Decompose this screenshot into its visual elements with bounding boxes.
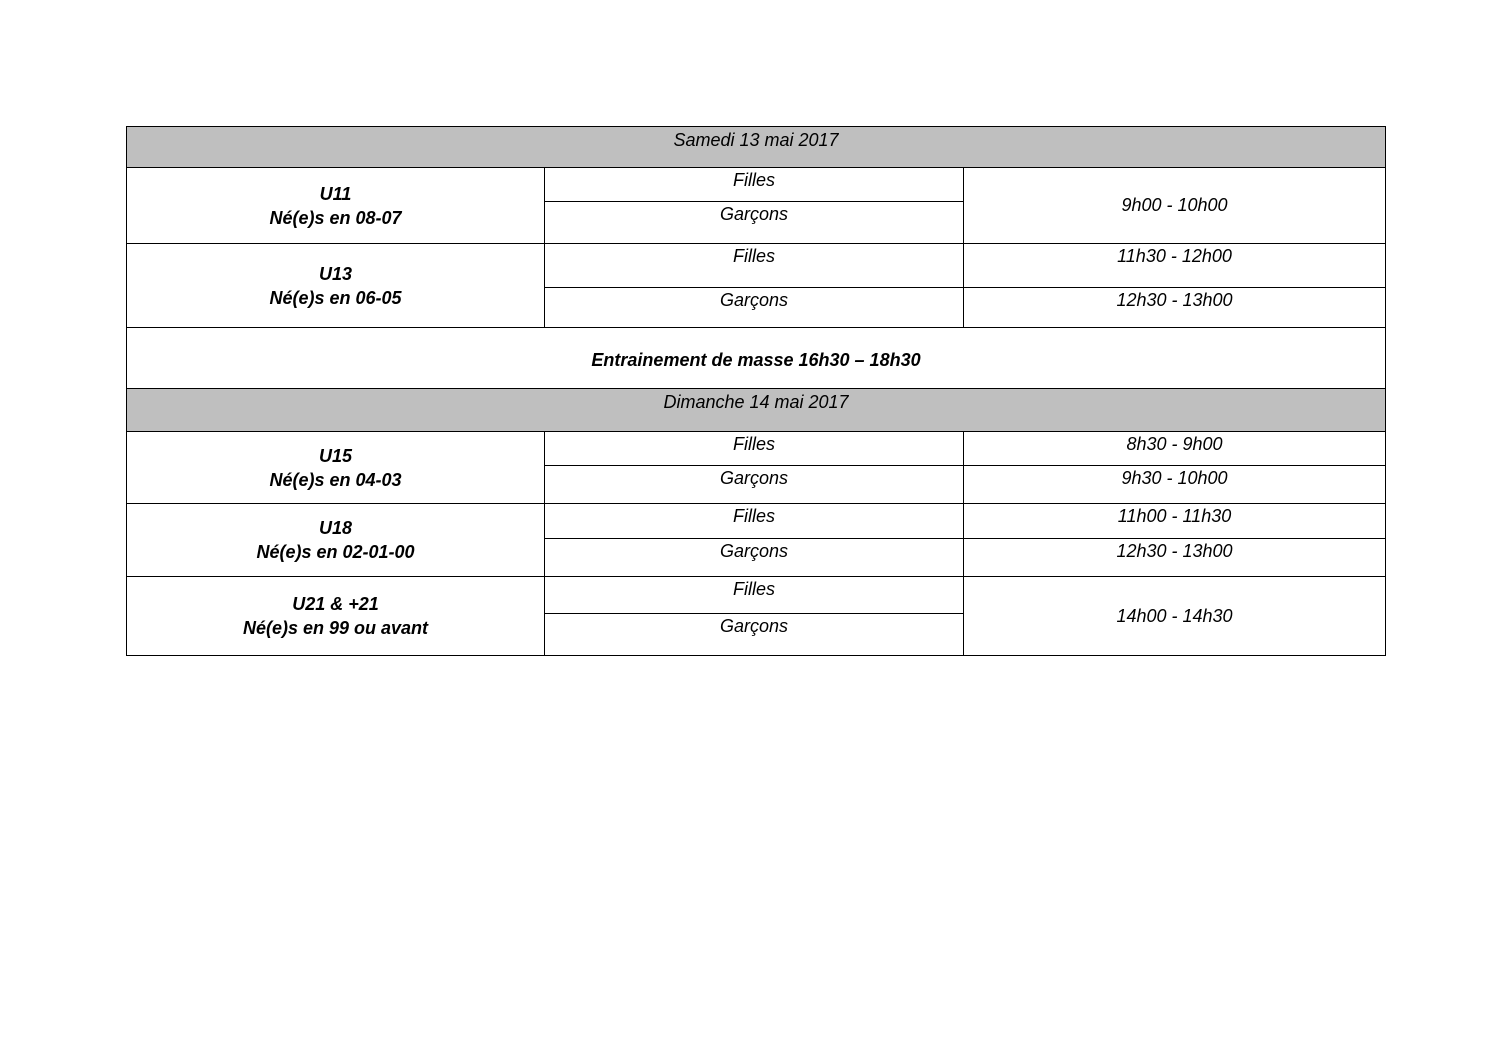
time-cell: 9h30 - 10h00 — [964, 466, 1386, 504]
table-row — [127, 432, 1386, 466]
time-cell: 14h00 - 14h30 — [964, 577, 1386, 656]
saturday-header-row — [127, 127, 1386, 168]
gender-cell: Garçons — [545, 466, 964, 504]
gender-cell: Garçons — [545, 539, 964, 577]
group-cell-u18 — [127, 504, 545, 577]
time-cell: 8h30 - 9h00 — [964, 432, 1386, 466]
group-cell-u21 — [127, 577, 545, 656]
group-name: U13 — [318, 263, 353, 284]
group-birth-years: Né(e)s en 06-05 — [269, 287, 402, 308]
gender-cell: Garçons — [545, 614, 964, 656]
mass-training-label: Entrainement de masse 16h30 – 18h30 — [127, 328, 1386, 389]
schedule-table — [126, 126, 1386, 656]
group-birth-years: Né(e)s en 04-03 — [269, 469, 402, 490]
sunday-header: Dimanche 14 mai 2017 — [127, 389, 1386, 432]
group-name: U15 — [318, 445, 353, 466]
group-birth-years: Né(e)s en 02-01-00 — [256, 542, 415, 562]
table-row — [127, 244, 1386, 288]
group-name: U21 & +21 — [292, 594, 379, 614]
time-cell: 12h30 - 13h00 — [964, 539, 1386, 577]
gender-cell: Garçons — [545, 202, 964, 244]
time-cell: 12h30 - 13h00 — [964, 288, 1386, 328]
group-cell-u11 — [127, 168, 545, 244]
table-row — [127, 504, 1386, 539]
gender-cell: Filles — [545, 168, 964, 202]
group-name: U11 — [319, 183, 352, 204]
gender-cell: Filles — [545, 577, 964, 614]
group-cell-u13 — [127, 244, 545, 328]
mass-training-row — [127, 328, 1386, 389]
sunday-header-row — [127, 389, 1386, 432]
gender-cell: Garçons — [545, 288, 964, 328]
gender-cell: Filles — [545, 504, 964, 539]
group-cell-u15 — [127, 432, 545, 504]
saturday-header: Samedi 13 mai 2017 — [127, 127, 1386, 168]
time-cell: 11h00 - 11h30 — [964, 504, 1386, 539]
gender-cell: Filles — [545, 432, 964, 466]
time-cell: 11h30 - 12h00 — [964, 244, 1386, 288]
group-birth-years: Né(e)s en 08-07 — [269, 207, 402, 228]
gender-cell: Filles — [545, 244, 964, 288]
group-name: U18 — [318, 518, 353, 538]
table-row — [127, 168, 1386, 202]
time-cell: 9h00 - 10h00 — [964, 168, 1386, 244]
table-row — [127, 577, 1386, 614]
group-birth-years: Né(e)s en 99 ou avant — [242, 618, 429, 638]
